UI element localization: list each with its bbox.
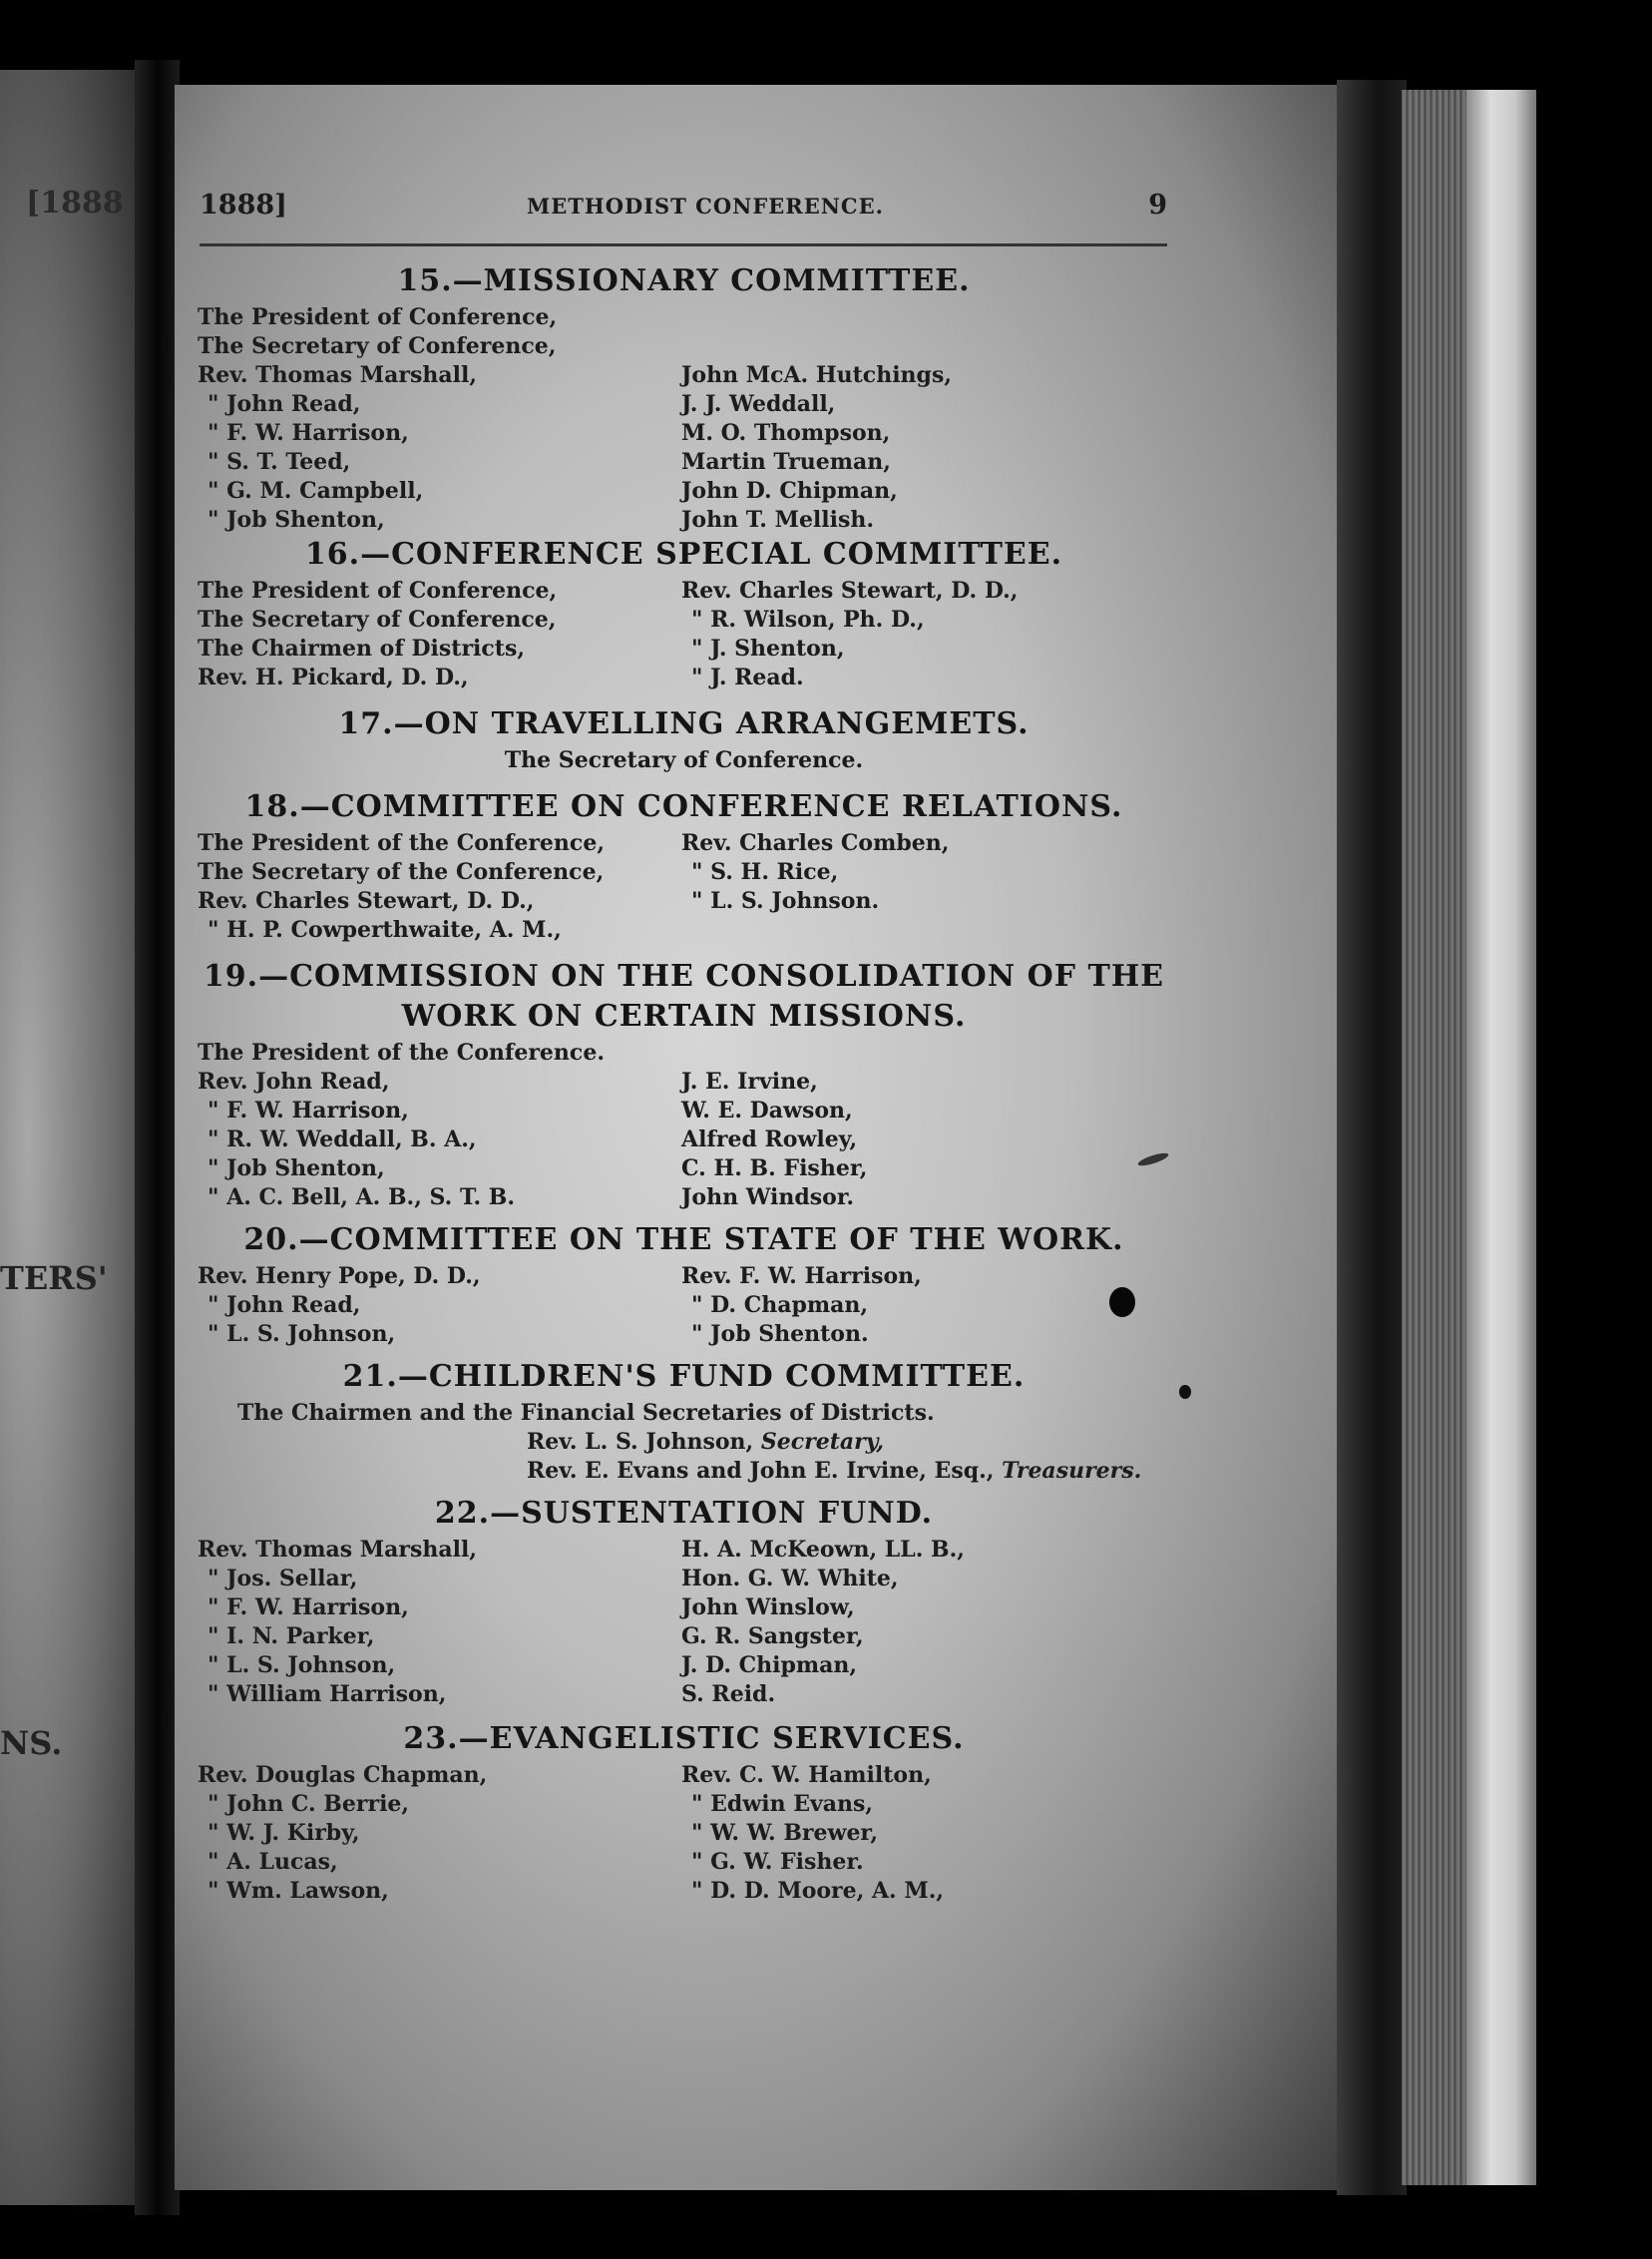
left-page-running-head: [1888	[26, 186, 124, 221]
member-column-right	[681, 1262, 1170, 1349]
member-entry: " John Read,	[207, 391, 361, 417]
page-edges	[1402, 90, 1471, 2185]
member-entry: The President of Conference,	[198, 578, 558, 604]
section-sustentation-fund	[198, 1496, 1170, 1709]
member-entry: Rev. Thomas Marshall,	[198, 1537, 477, 1563]
running-head-title: METHODIST CONFERENCE.	[527, 194, 884, 219]
member-entry: " G. M. Campbell,	[207, 478, 424, 504]
member-columns	[198, 1761, 1170, 1906]
member-entry: " J. Shenton,	[691, 636, 845, 662]
member-entry	[681, 303, 1170, 332]
member-columns	[198, 1536, 1170, 1709]
member-entry: " L. S. Johnson.	[691, 888, 880, 914]
member-entry: " Job Shenton,	[207, 507, 385, 533]
member-entry: " A. C. Bell, A. B., S. T. B.	[207, 1184, 516, 1210]
left-page	[0, 70, 140, 2205]
member-entry: " W. W. Brewer,	[691, 1820, 879, 1846]
section-note: The Chairmen and the Financial Secretaries of Districts.	[237, 1400, 935, 1426]
officer-role: Treasurers.	[1002, 1458, 1142, 1484]
page-content	[198, 261, 1170, 1906]
member-entry: Alfred Rowley,	[681, 1127, 858, 1152]
member-entry: S. Reid.	[681, 1681, 776, 1707]
section-title: 18.—COMMITTEE ON CONFERENCE RELATIONS.	[244, 789, 1123, 824]
section-note: The Secretary of Conference.	[504, 747, 864, 773]
member-entry: " Edwin Evans,	[691, 1791, 874, 1817]
member-entry: Rev. Thomas Marshall,	[198, 362, 477, 388]
member-column-right	[681, 1536, 1170, 1709]
member-entry: The Secretary of Conference,	[198, 333, 557, 359]
member-entry: " Job Shenton,	[207, 1155, 385, 1181]
member-column-left	[198, 303, 681, 535]
member-entry: John McA. Hutchings,	[681, 362, 952, 388]
member-entry: Rev. Douglas Chapman,	[198, 1762, 488, 1788]
member-entry: " R. Wilson, Ph. D.,	[691, 607, 925, 633]
member-entry: " S. H. Rice,	[691, 859, 839, 885]
member-entry: John D. Chipman,	[681, 478, 898, 504]
member-entry: J. D. Chipman,	[681, 1652, 858, 1678]
member-entry: Rev. John Read,	[198, 1069, 390, 1095]
ink-blot	[1109, 1287, 1135, 1317]
section-title: 17.—ON TRAVELLING ARRANGEMETS.	[338, 706, 1030, 741]
member-entry: H. A. McKeown, LL. B.,	[681, 1537, 965, 1563]
member-entry: Martin Trueman,	[681, 449, 891, 475]
member-entry: " A. Lucas,	[207, 1849, 338, 1875]
member-column-left	[198, 577, 681, 692]
member-entry	[681, 332, 1170, 361]
member-entry: " G. W. Fisher.	[691, 1849, 864, 1875]
running-head	[200, 190, 1172, 229]
member-column-left	[198, 829, 681, 945]
member-column-left	[198, 1536, 681, 1709]
member-entry: " J. Read.	[691, 665, 804, 690]
section-conference-relations	[198, 789, 1170, 945]
officer-name: Rev. L. S. Johnson,	[527, 1429, 754, 1455]
member-columns	[198, 829, 1170, 945]
member-entry: " John C. Berrie,	[207, 1791, 410, 1817]
member-entry: J. J. Weddall,	[681, 391, 836, 417]
member-entry: John T. Mellish.	[681, 507, 875, 533]
section-title: 20.—COMMITTEE ON THE STATE OF THE WORK.	[243, 1222, 1124, 1257]
member-entry: Rev. Henry Pope, D. D.,	[198, 1263, 481, 1289]
member-column-left	[198, 1262, 681, 1349]
section-state-of-the-work	[198, 1222, 1170, 1349]
member-entry: The Secretary of the Conference,	[198, 859, 605, 885]
member-entry: " John Read,	[207, 1292, 361, 1318]
member-columns	[198, 303, 1170, 535]
book-gutter	[135, 60, 180, 2215]
page-number: 9	[1148, 190, 1167, 221]
member-entry: W. E. Dawson,	[681, 1098, 853, 1124]
member-entry: " H. P. Cowperthwaite, A. M.,	[207, 917, 562, 943]
member-entry: " I. N. Parker,	[207, 1623, 375, 1649]
member-columns	[198, 1068, 1170, 1212]
section-title: 21.—CHILDREN'S FUND COMMITTEE.	[342, 1359, 1026, 1394]
left-page-text-fragment: NS.	[0, 1724, 63, 1762]
member-entry: " F. W. Harrison,	[207, 420, 409, 446]
member-entry: " D. D. Moore, A. M.,	[691, 1878, 945, 1904]
section-childrens-fund	[198, 1359, 1170, 1486]
running-head-year: 1888]	[200, 190, 287, 221]
ink-spot	[1179, 1385, 1191, 1399]
section-officer-line	[198, 1457, 1170, 1486]
section-lead: The President of the Conference.	[198, 1040, 605, 1066]
section-title: 15.—MISSIONARY COMMITTEE.	[397, 263, 971, 298]
officer-role: Secretary,	[760, 1429, 885, 1455]
member-column-right	[681, 577, 1170, 692]
page-edge-highlight	[1466, 90, 1536, 2185]
member-entry: " L. S. Johnson,	[207, 1321, 396, 1347]
member-entry: Hon. G. W. White,	[681, 1566, 899, 1591]
section-travelling-arrangements	[198, 706, 1170, 775]
member-entry: " Jos. Sellar,	[207, 1566, 358, 1591]
member-entry: Rev. Charles Stewart, D. D.,	[681, 578, 1019, 604]
member-entry: " Wm. Lawson,	[207, 1878, 389, 1904]
member-columns	[198, 1262, 1170, 1349]
member-entry: " R. W. Weddall, B. A.,	[207, 1127, 477, 1152]
member-entry: The Chairmen of Districts,	[198, 636, 525, 662]
member-entry: C. H. B. Fisher,	[681, 1155, 868, 1181]
member-entry: The Secretary of Conference,	[198, 607, 557, 633]
member-column-left	[198, 1761, 681, 1906]
section-conference-special-committee	[198, 537, 1170, 692]
section-evangelistic-services	[198, 1721, 1170, 1906]
member-entry: " Job Shenton.	[691, 1321, 869, 1347]
page-shadow	[1337, 80, 1407, 2195]
member-column-left	[198, 1068, 681, 1212]
section-title: 19.—COMMISSION ON THE CONSOLIDATION OF THE	[203, 959, 1165, 994]
member-entry: Rev. C. W. Hamilton,	[681, 1762, 932, 1788]
member-entry: J. E. Irvine,	[681, 1069, 818, 1095]
member-column-right	[681, 1068, 1170, 1212]
member-entry: Rev. Charles Comben,	[681, 830, 950, 856]
member-column-right	[681, 303, 1170, 535]
header-rule	[200, 243, 1167, 246]
member-entry: G. R. Sangster,	[681, 1623, 864, 1649]
left-page-text-fragment: TERS'	[0, 1259, 108, 1297]
member-entry: John Windsor.	[681, 1184, 855, 1210]
member-entry: " S. T. Teed,	[207, 449, 351, 475]
section-consolidation-commission	[198, 959, 1170, 1212]
member-columns	[198, 577, 1170, 692]
member-entry: Rev. H. Pickard, D. D.,	[198, 665, 469, 690]
section-title: 22.—SUSTENTATION FUND.	[434, 1496, 934, 1531]
section-title: 23.—EVANGELISTIC SERVICES.	[403, 1721, 965, 1756]
member-entry: The President of the Conference,	[198, 830, 605, 856]
section-title-continued: WORK ON CERTAIN MISSIONS.	[401, 999, 967, 1034]
member-entry: " L. S. Johnson,	[207, 1652, 396, 1678]
member-entry: John Winslow,	[681, 1594, 855, 1620]
member-entry: Rev. F. W. Harrison,	[681, 1263, 922, 1289]
member-entry: Rev. Charles Stewart, D. D.,	[198, 888, 535, 914]
member-column-right	[681, 1761, 1170, 1906]
member-entry: " W. J. Kirby,	[207, 1820, 360, 1846]
member-entry: " D. Chapman,	[691, 1292, 869, 1318]
officer-name: Rev. E. Evans and John E. Irvine, Esq.,	[527, 1458, 995, 1484]
member-entry: " F. W. Harrison,	[207, 1098, 409, 1124]
member-entry: The President of Conference,	[198, 304, 558, 330]
section-title: 16.—CONFERENCE SPECIAL COMMITTEE.	[304, 537, 1063, 572]
member-entry: " William Harrison,	[207, 1681, 447, 1707]
member-entry: M. O. Thompson,	[681, 420, 891, 446]
section-officer-line	[198, 1428, 1170, 1457]
member-column-right	[681, 829, 1170, 945]
member-entry: " F. W. Harrison,	[207, 1594, 409, 1620]
section-missionary-committee	[198, 263, 1170, 535]
